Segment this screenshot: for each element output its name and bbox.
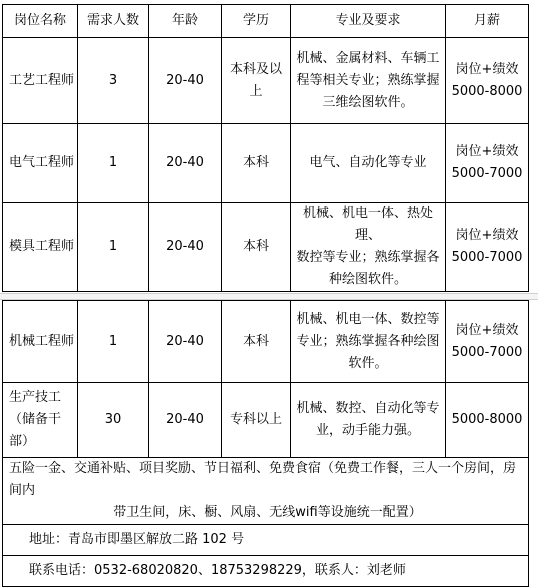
benefits-cell: 五险一金、交通补贴、项目奖励、节日福利、免费食宿（免费工作餐，三人一个房间，房间内 带卫生间，床、橱、风扇、无线wifi等设施统一配置） (3, 458, 529, 525)
table-row (3, 38, 529, 124)
position-cell: 机械工程师 (3, 301, 78, 383)
major-cell: 机械、金属材料、车辆工 程等相关专业；熟练掌握 三维绘图软件。 (291, 38, 446, 124)
header-position: 岗位名称 (3, 5, 78, 38)
header-major: 专业及要求 (291, 5, 446, 38)
count-cell: 1 (78, 124, 149, 203)
recruitment-table-top (2, 4, 529, 292)
position-cell: 电气工程师 (3, 124, 78, 203)
salary-cell: 岗位+绩效 5000-7000 (446, 124, 529, 203)
count-cell: 1 (78, 301, 149, 383)
position-cell: 生产技工（储备干部） (3, 383, 78, 458)
count-cell: 30 (78, 383, 149, 458)
salary-cell: 岗位+绩效 5000-8000 (446, 38, 529, 124)
salary-cell: 岗位+绩效 5000-7000 (446, 203, 529, 292)
count-cell: 1 (78, 203, 149, 292)
salary-cell: 5000-8000 (446, 383, 529, 458)
education-cell: 本科及以 上 (222, 38, 291, 124)
position-cell: 模具工程师 (3, 203, 78, 292)
contact-row (3, 556, 529, 587)
position-cell: 工艺工程师 (3, 38, 78, 124)
address-cell: 地址：青岛市即墨区解放二路 102 号 (3, 525, 529, 556)
major-cell: 机械、机电一体、热处理、 数控等专业；熟练掌握各 种绘图软件。 (291, 203, 446, 292)
header-salary: 月薪 (446, 5, 529, 38)
header-education: 学历 (222, 5, 291, 38)
education-cell: 本科 (222, 203, 291, 292)
contact-cell: 联系电话：0532-68020820、18753298229，联系人：刘老师 (3, 556, 529, 587)
major-cell: 机械、机电一体、数控等 专业；熟练掌握各种绘图 软件。 (291, 301, 446, 383)
education-cell: 本科 (222, 124, 291, 203)
salary-cell: 岗位+绩效 5000-7000 (446, 301, 529, 383)
address-row (3, 525, 529, 556)
table-row (3, 301, 529, 383)
count-cell: 3 (78, 38, 149, 124)
age-cell: 20-40 (149, 383, 222, 458)
benefits-row (3, 458, 529, 525)
education-cell: 专科以上 (222, 383, 291, 458)
table-header-row (3, 5, 529, 38)
age-cell: 20-40 (149, 124, 222, 203)
education-cell: 本科 (222, 301, 291, 383)
table-row (3, 124, 529, 203)
age-cell: 20-40 (149, 38, 222, 124)
header-count: 需求人数 (78, 5, 149, 38)
age-cell: 20-40 (149, 301, 222, 383)
table-row (3, 383, 529, 458)
header-age: 年龄 (149, 5, 222, 38)
recruitment-table-bottom (2, 300, 529, 587)
major-cell: 机械、数控、自动化等专 业，动手能力强。 (291, 383, 446, 458)
table-row (3, 203, 529, 292)
page-break (0, 293, 538, 300)
age-cell: 20-40 (149, 203, 222, 292)
major-cell: 电气、自动化等专业 (291, 124, 446, 203)
